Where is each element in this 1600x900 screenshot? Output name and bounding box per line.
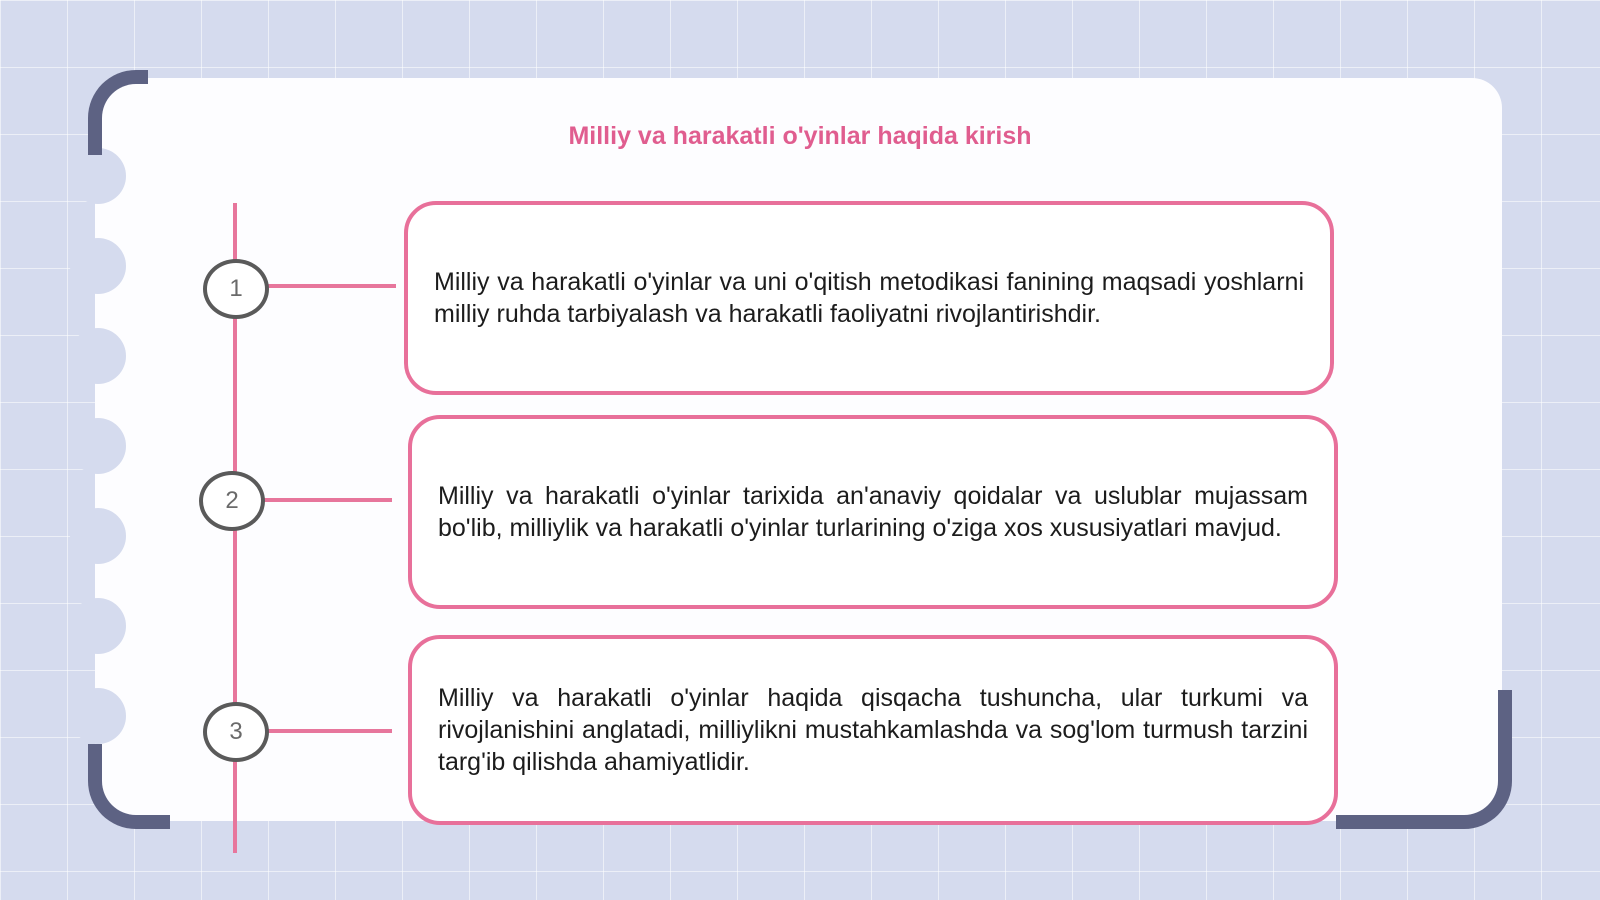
notch-decoration <box>70 688 126 744</box>
timeline-item-1 <box>404 201 1334 395</box>
notch-decoration <box>70 238 126 294</box>
frame-bracket-bottom-right <box>1336 690 1512 829</box>
timeline-connector <box>262 498 392 502</box>
slide-title: Milliy va harakatli o'yinlar haqida kirish <box>568 122 1032 150</box>
timeline-item-2 <box>408 415 1338 609</box>
timeline-item-text: Milliy va harakatli o'yinlar tarixida an'anaviy qoidalar va uslublar mujassam bo'lib, milliylik va harakatli o'yinlar turlarining o'ziga xos xususiyatlari mavjud. <box>438 482 1308 542</box>
timeline-connector <box>266 729 392 733</box>
timeline-item-3 <box>408 635 1338 825</box>
step-number-2: 2 <box>199 471 265 531</box>
notch-decoration <box>70 418 126 474</box>
timeline-item-text: Milliy va harakatli o'yinlar va uni o'qitish metodikasi fanining maqsadi yoshlarni milliy ruhda tarbiyalash va harakatli faoliyatni rivojlantirishdir. <box>434 268 1304 328</box>
timeline-item-text: Milliy va harakatli o'yinlar haqida qisqacha tushuncha, ular turkumi va rivojlanishini anglatadi, milliylikni mustahkamlashda va sog'lom turmush tarzini targ'ib qilishda ahamiyatlidir. <box>438 684 1308 776</box>
notch-decoration <box>70 328 126 384</box>
step-number-3: 3 <box>203 702 269 762</box>
frame-bracket-bottom-left <box>88 744 170 829</box>
notch-decoration <box>70 598 126 654</box>
timeline-connector <box>266 284 396 288</box>
step-number-1: 1 <box>203 259 269 319</box>
notch-decoration <box>70 508 126 564</box>
notch-decoration <box>70 148 126 204</box>
